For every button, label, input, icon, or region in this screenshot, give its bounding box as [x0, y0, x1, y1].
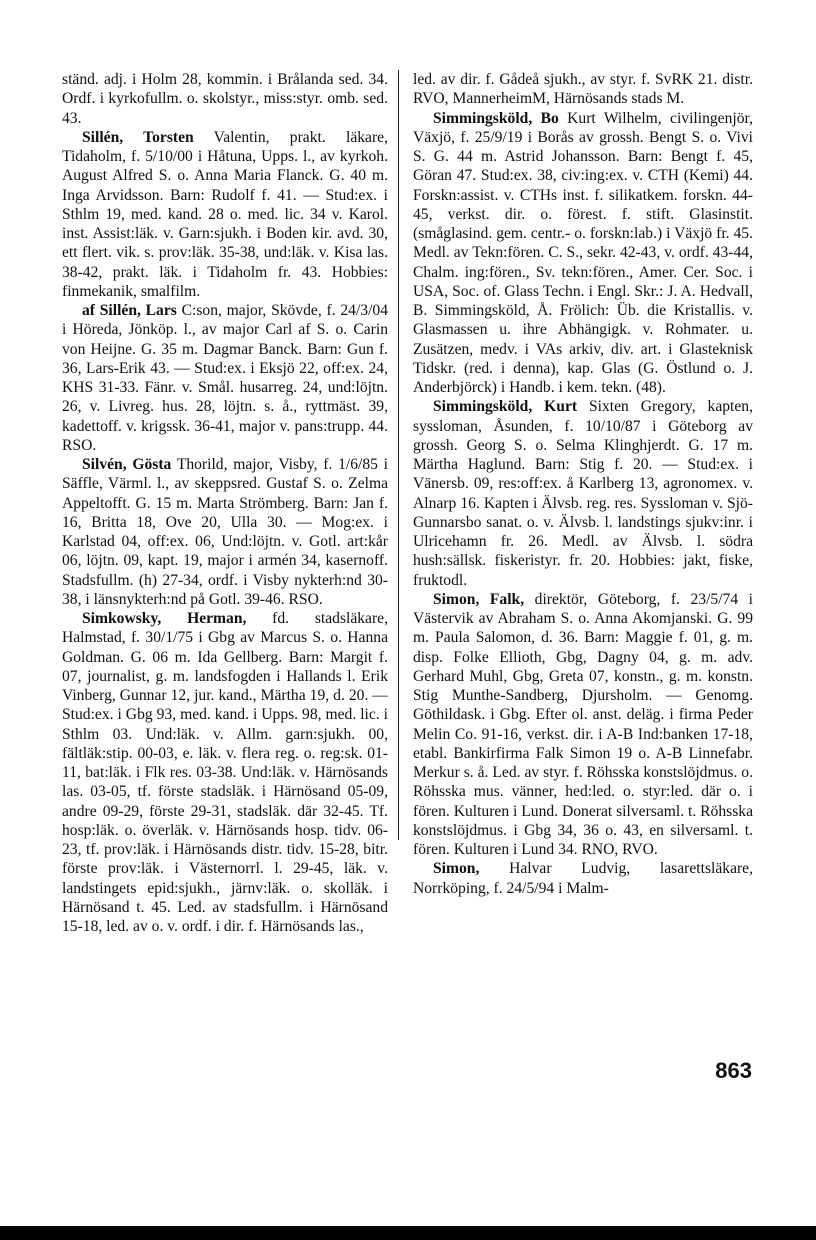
entry-name: af Sillén, Lars	[82, 302, 177, 319]
entry: Simkowsky, Herman, fd. stadsläkare, Halmstad, f. 30/1/75 i Gbg av Marcus S. o. Hanna Goldman. G. 06 m. Ida Gellberg. Barn: Margit f. 07, journalist, g. m. landsfogden i Hallands l. Erik Vinberg, Gunnar 12, jur. kand., Märtha 19, d. 20. — Stud:ex. i Gbg 93, med. kand. i Upps. 98, med. lic. i Sthlm 03. Und:läk. v. Allm. garn:sjukh. 00, fältläk:stip. 00-03, e. läk. v. flera reg. o. reg:sk. 01-11, bat:läk. i Flk res. 03-38. Und:läk. v. Härnösands las. 03-05, tf. förste stadsläk. i Härnösand 05-09, andre 09-29, förste 29-31, stadsläk. där 32-45. Tf. hosp:läk. o. överläk. v. Härnösands hosp. tidv. 06-23, tf. prov:läk. i Härnösands distr. tidv. 15-28, bitr. förste prov:läk. i Västernorrl. l. 29-45, läk. v. landstingets epid:sjukh., järnv:läk. o. skolläk. i Härnösand t. 45. Led. av stadsfullm. i Härnösand 15-18, led. av o. v. ordf. i dir. f. Härnösands las.,	[62, 610, 388, 935]
entry: Simmingsköld, Bo Kurt Wilhelm, civilingenjör, Växjö, f. 25/9/19 i Borås av grossh. Bengt S. o. Vivi S. G. 44 m. Astrid Johansson. Barn: Bengt f. 45, Göran 47. Stud:ex. 38, civ:ing:ex. v. CTH (Kemi) 44. Forskn:assist. v. CTHs inst. f. silikatkem. forskn. 44-45, verkst. dir. o. förest. f. stift. Glasinstit. (småglasind. gem. centr.- o. forskn:lab.) i Växjö fr. 45. Medl. av Tekn:fören. C. S., sekr. 42-43, v. ordf. 43-44, Chalm. ing:fören., Sv. tekn:fören., Amer. Cer. Soc. i USA, Soc. of. Glass Techn. i Engl. Skr.: J. A. Hedvall, B. Simmingsköld, Å. Frölich: Üb. die Kristallis. v. Glasmassen u. ihre Abhängigk. v. Rohmater. u. Zusätzen, medv. i VAs arkiv, div. art. i Glasteknisk Tidskr. (red. i denna), kap. Glas (G. Östlund o. J. Anderbjörck) i Handb. i kem. tekn. (48).	[413, 109, 753, 396]
column-divider	[398, 70, 399, 840]
page-number: 863	[715, 1058, 752, 1083]
entry-name: Simon, Falk,	[433, 590, 525, 608]
entry: Simon, Falk, direktör, Göteborg, f. 23/5/74 i Västervik av Abraham S. o. Anna Akomjanski. G. 99 m. Paula Salomon, d. 36. Barn: Maggie f. 01, g. m. disp. Folke Ellioth, Gbg, Dagny 04, g. m. adv. Gerhard Muhl, Gbg, Greta 07, konstn., g. m. konstn. Stig Munthe-Sandberg, Djursholm. — Genomg. Göthildask. i Gbg. Efter ol. anst. deläg. i firma Peder Melin Co. 91-16, verkst. dir. i A-B Ind:banken 17-18, etabl. Bankirfirma Falk Simon 19 o. A-B Linnefabr. Merkur s. å. Led. av styr. f. Röhsska konstslöjdmus. o. Röhsska mus. vänner, hed:led. o. styr:led. där o. i fören. Kulturen i Lund. Donerat silversaml. t. Röhsska konstslöjdmus. i Gbg 34, 36 o. 43, en silversaml. t. fören. Kulturen i Lund 34. RNO, RVO.	[413, 590, 753, 858]
entry-name: Silvén, Gösta	[82, 456, 172, 473]
scan-border	[0, 1226, 816, 1240]
entry: Simmingsköld, Kurt Sixten Gregory, kapten, syssloman, Åsunden, f. 10/10/87 i Göteborg av grossh. Georg S. o. Selma Klinghjerdt. G. 17 m. Märtha Haglund. Barn: Stig f. 20. — Stud:ex. i Vänersb. 09, res:off:ex. å Karlberg 13, agronomex. v. Alnarp 16. Kapten i Älvsb. reg. res. Syssloman v. Sjö-Gunnarsbo sanat. o. v. Älvsb. l. landstings sjukv:inr. i Ulricehamn fr. 26. Medl. av Älvsb. l. södra hush:sällsk. fiskeristyr. fr. 20. Hobbies: jakt, fiske, fruktodl.	[413, 398, 753, 589]
entry-name: Simon,	[433, 860, 480, 878]
entry: ständ. adj. i Holm 28, kommin. i Brålanda sed. 34. Ordf. i kyrkofullm. o. skolstyr., miss:styr. omb. sed. 43.	[62, 71, 388, 127]
entry: Sillén, Torsten Valentin, prakt. läkare, Tidaholm, f. 5/10/00 i Håtuna, Upps. l., av kyrkoh. August Alfred S. o. Anna Maria Flanck. G. 40 m. Inga Arvidsson. Barn: Rudolf f. 41. — Stud:ex. i Sthlm 19, med. kand. 28 o. med. lic. 34 v. Karol. inst. Assist:läk. v. Garn:sjukh. i Boden kir. avd. 30, ett flert. vik. s. prov:läk. 35-38, und:läk. v. Kisa las. 38-42, prakt. läk. i Tidaholm fr. 43. Hobbies: finmekanik, smalfilm.	[62, 128, 388, 300]
right-column	[413, 70, 753, 898]
entry-name: Simkowsky, Herman,	[82, 610, 247, 627]
left-column	[62, 70, 388, 936]
entry-name: Simmingsköld, Bo	[433, 109, 559, 127]
entry: Simon, Halvar Ludvig, lasarettsläkare, Norrköping, f. 24/5/94 i Malm-	[413, 860, 753, 897]
entry-name: Sillén, Torsten	[82, 128, 194, 146]
entry: Silvén, Gösta Thorild, major, Visby, f. 1/6/85 i Säffle, Värml. l., av skeppsred. Gustaf S. o. Zelma Appeltofft. G. 15 m. Marta Strömberg. Barn: Jan f. 16, Britta 18, Ove 20, Ulla 30. — Mog:ex. i Karlstad 04, off:ex. 06, Und:löjtn. v. Gotl. art:kår 06, löjtn. 09, kapt. 19, major i armén 34, kasernoff. Stadsfullm. (h) 27-34, ordf. i Visby nykterh:nd 30-38, i länsnykterh:nd på Gotl. 39-46. RSO.	[62, 456, 388, 608]
entry: af Sillén, Lars C:son, major, Skövde, f. 24/3/04 i Höreda, Jönköp. l., av major Carl af S. o. Carin von Heijne. G. 35 m. Dagmar Banck. Barn: Gun f. 36, Lars-Erik 43. — Stud:ex. i Eksjö 22, off:ex. 24, KHS 31-33. Fänr. v. Smål. husarreg. 24, und:löjtn. 26, v. Livreg. hus. 28, löjtn. s. å., ryttmäst. 39, kadettoff. v. krigssk. 36-41, major v. pans:trupp. 44. RSO.	[62, 302, 388, 454]
entry-name: Simmingsköld, Kurt	[433, 398, 578, 416]
entry: led. av dir. f. Gådeå sjukh., av styr. f. SvRK 21. distr. RVO, MannerheimM, Härnösands stads M.	[413, 71, 753, 108]
